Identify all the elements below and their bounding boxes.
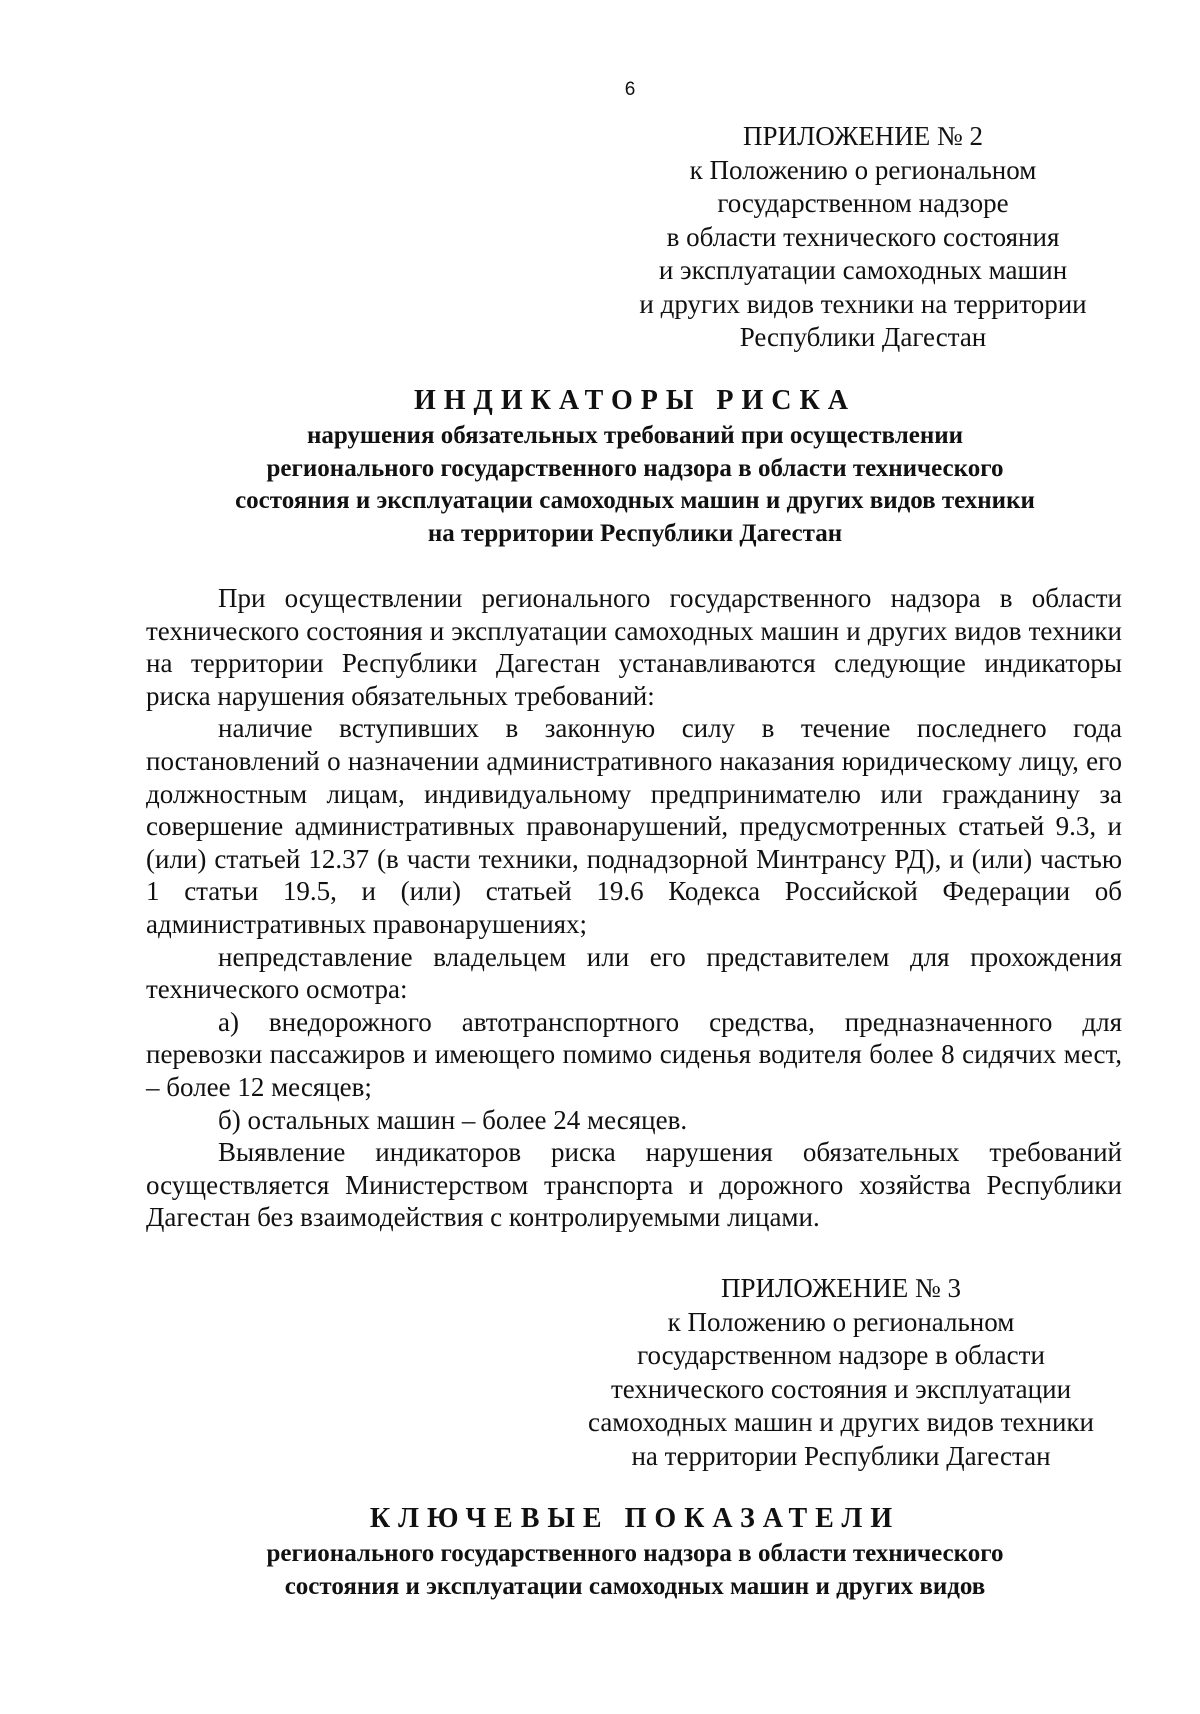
appendix-2-line: ПРИЛОЖЕНИЕ № 2 (742, 121, 984, 151)
appendix-2-header (598, 120, 1128, 355)
appendix-2-line: к Положению о региональном (689, 154, 1037, 185)
appendix-3-line: ПРИЛОЖЕНИЕ № 3 (720, 1273, 962, 1303)
appendix-2-line: государственном надзоре (717, 188, 1009, 218)
body-paragraph: а) внедорожного автотранспортного средства, предназначенного для перевозки пассажиров и имеющего помимо сиденья водителя более 8 сидячих мест, – более 12 месяцев; (146, 1006, 1122, 1102)
appendix-2-line: и других видов техники на территории (639, 288, 1087, 319)
appendix-3-header (548, 1272, 1134, 1473)
appendix-3-line: государственном надзоре в области (637, 1340, 1045, 1370)
risk-indicators-title: ИНДИКАТОРЫ РИСКА (414, 385, 856, 416)
body-paragraph: наличие вступивших в законную силу в течение последнего года постановлений о назначении административного наказания юридическому лицу, его должностным лицам, индивидуальному предпринимателю или гражданину за совершение административных правонарушений, предусмотренных статьей 9.3, и (или) статьей 12.37 (в части техники, поднадзорной Минтрансу РД), и (или) частью 1 статьи 19.5, и (или) статьей 19.6 Кодекса Российской Федерации об административных правонарушениях; (146, 713, 1122, 939)
risk-indicators-subtitle-line: на территории Республики Дагестан (427, 519, 843, 547)
appendix-2-line: и эксплуатации самоходных машин (658, 255, 1068, 285)
appendix-2-line: Республики Дагестан (739, 322, 987, 352)
appendix-3-line: технического состояния и эксплуатации (610, 1373, 1072, 1404)
body-paragraph: б) остальных машин – более 24 месяцев. (218, 1104, 688, 1135)
page-number: 6 (624, 79, 636, 100)
appendix-2-line: в области технического состояния (666, 221, 1060, 252)
body-paragraph: При осуществлении регионального государственного надзора в области технического состояния и эксплуатации самоходных машин и других видов техники на территории Республики Дагестан устанавливаются следующие индикаторы риска нарушения обязательных требований: (146, 583, 1122, 711)
appendix-3-line: к Положению о региональном (667, 1306, 1015, 1337)
key-indicators-subtitle-line: регионального государственного надзора в области технического (266, 1540, 1004, 1567)
appendix-3-line: самоходных машин и других видов техники (588, 1407, 1094, 1437)
body-paragraph: Выявление индикаторов риска нарушения обязательных требований осуществляется Министерством транспорта и дорожного хозяйства Республики Дагестан без взаимодействия с контролируемыми лицами. (146, 1137, 1122, 1233)
appendix-3-line: на территории Республики Дагестан (631, 1440, 1051, 1471)
key-indicators-subtitle-line: состояния и эксплуатации самоходных машин и других видов (284, 1572, 986, 1600)
risk-indicators-subtitle-line: нарушения обязательных требований при осуществлении (306, 422, 964, 449)
risk-indicators-subtitle-line: состояния и эксплуатации самоходных машин и других видов техники (235, 487, 1035, 514)
body-paragraph: непредставление владельцем или его представителем для прохождения технического осмотра: (146, 941, 1122, 1005)
key-indicators-title: КЛЮЧЕВЫЕ ПОКАЗАТЕЛИ (369, 1503, 901, 1534)
key-indicators-heading (100, 1500, 1170, 1603)
risk-indicators-heading (100, 382, 1170, 550)
risk-indicators-body (146, 582, 1122, 1234)
risk-indicators-subtitle-line: регионального государственного надзора в области технического (266, 454, 1004, 482)
